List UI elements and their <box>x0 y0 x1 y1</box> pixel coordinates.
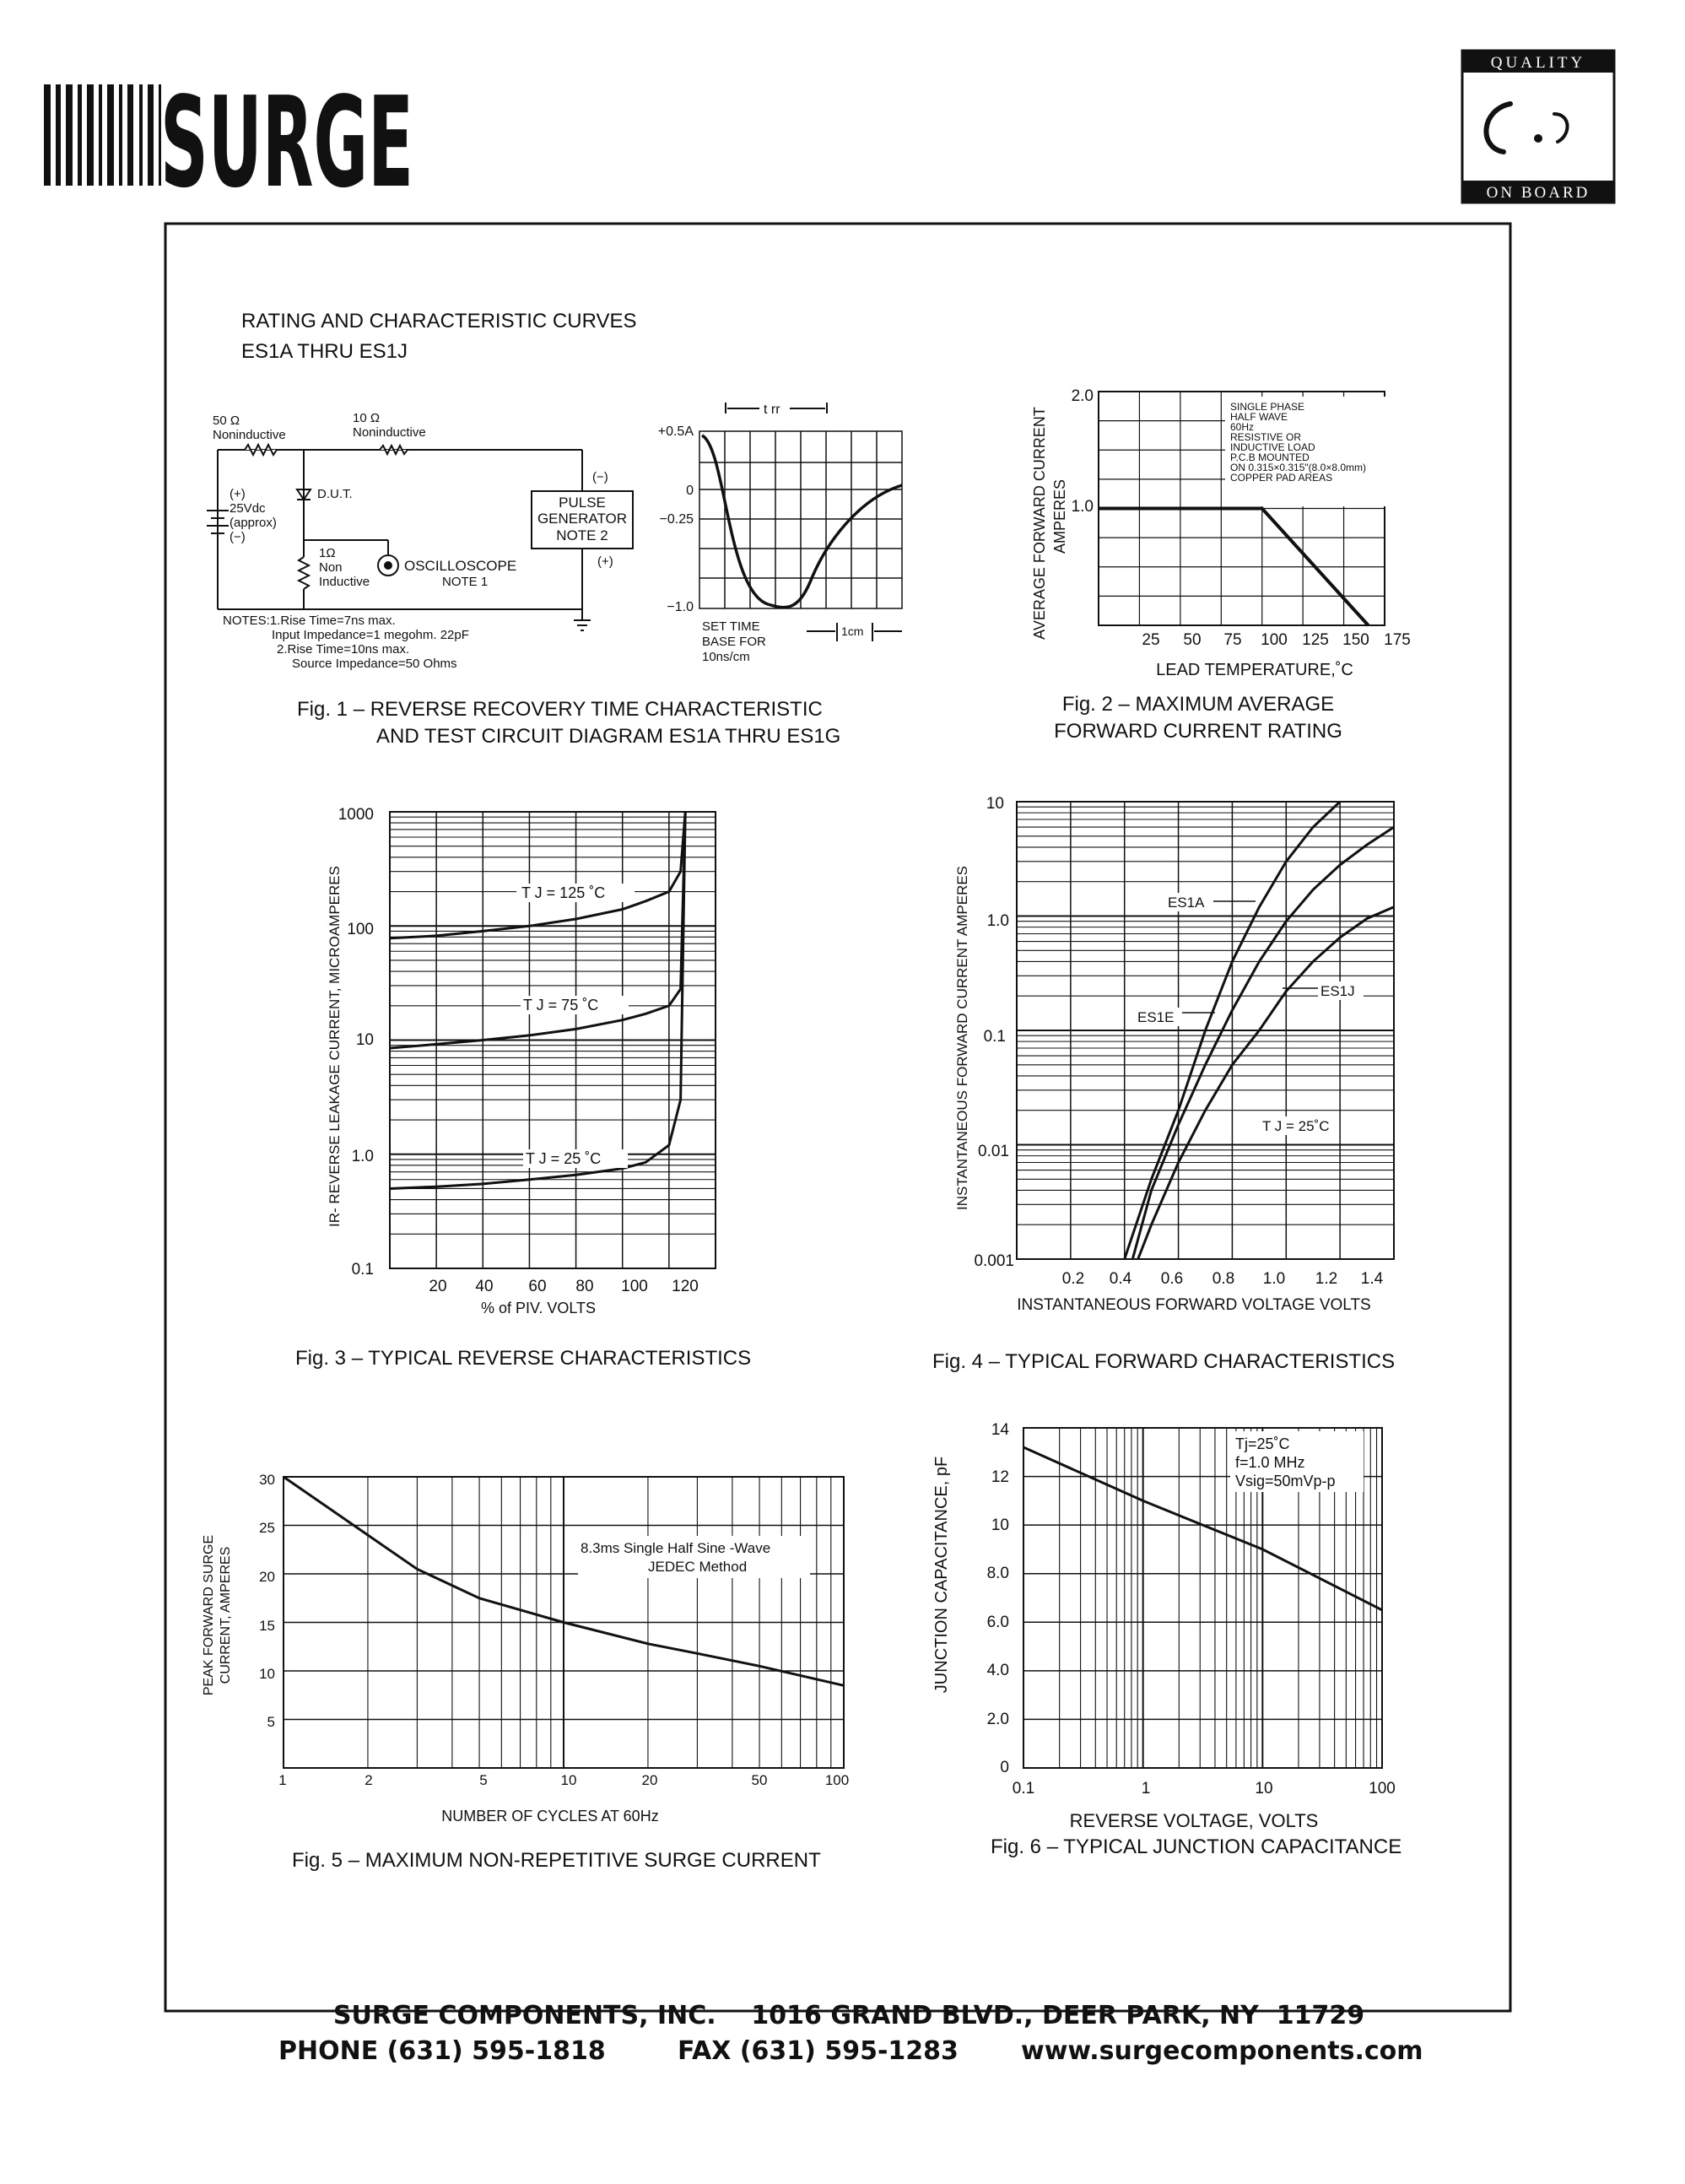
fig3-series-0 <box>390 812 685 938</box>
fig4-ytick: 0.01 <box>978 1143 1009 1160</box>
fig3-ytick: 100 <box>347 921 374 938</box>
fig1-caption-1: Fig. 1 – REVERSE RECOVERY TIME CHARACTERISTIC <box>297 698 823 721</box>
fig5-chart <box>202 1472 849 1825</box>
fig6-xlabel: REVERSE VOLTAGE, VOLTS <box>1069 1810 1319 1831</box>
fig2-note: ON 0.315×0.315"(8.0×8.0mm) <box>1230 462 1367 473</box>
logo-text: SURGE <box>160 70 414 215</box>
wave-tick-3: −0.25 <box>659 512 694 527</box>
fig6-note: f=1.0 MHz <box>1235 1454 1305 1471</box>
fig5-caption: Fig. 5 – MAXIMUM NON-REPETITIVE SURGE CURRENT <box>292 1849 821 1872</box>
fig3-ytick: 0.1 <box>351 1261 374 1279</box>
fig5-ytick: 20 <box>259 1569 275 1585</box>
scope-label: OSCILLOSCOPE <box>404 558 517 574</box>
fig4-ytick: 0.1 <box>983 1028 1006 1046</box>
fig3-ylabel: IR- REVERSE LEAKAGE CURRENT, MICROAMPERES <box>327 866 343 1227</box>
fig6-xtick: 100 <box>1369 1780 1396 1797</box>
fig4-xlabel: INSTANTANEOUS FORWARD VOLTAGE VOLTS <box>1017 1296 1371 1314</box>
fig4-xtick: 0.6 <box>1160 1270 1184 1288</box>
r3-note1: Non <box>319 560 343 575</box>
fig5-ylabel-1: PEAK FORWARD SURGE <box>202 1534 216 1696</box>
fig6-ytick: 6.0 <box>986 1614 1009 1631</box>
source-plus: (+) <box>230 487 246 501</box>
fig2-ytick: 1.0 <box>1071 498 1094 516</box>
fig4-series-label: ES1J <box>1320 983 1355 999</box>
fig3-chart <box>327 806 716 1316</box>
fig3-ytick: 1.0 <box>351 1148 374 1165</box>
fig5-ytick: 15 <box>259 1618 275 1634</box>
fig3-xtick: 20 <box>429 1278 447 1295</box>
fig6-note: Vsig=50mVp-p <box>1235 1473 1336 1489</box>
fig5-xtick: 100 <box>824 1772 850 1788</box>
fig4-xtick: 1.2 <box>1315 1270 1338 1288</box>
source-approx: (approx) <box>230 516 277 530</box>
fig2-xtick: 50 <box>1183 631 1202 649</box>
r1-note: Noninductive <box>213 428 286 442</box>
surge-logo <box>44 70 413 215</box>
r3-note2: Inductive <box>319 575 370 589</box>
set-time-2: BASE FOR <box>702 635 766 649</box>
footer-website[interactable]: www.surgecomponents.com <box>1021 2036 1423 2066</box>
r3-value: 1Ω <box>319 546 336 560</box>
r2-note: Noninductive <box>353 425 426 440</box>
set-time-3: 10ns/cm <box>702 650 750 664</box>
fig3-caption: Fig. 3 – TYPICAL REVERSE CHARACTERISTICS <box>295 1347 752 1370</box>
fig4-ylabel: INSTANTANEOUS FORWARD CURRENT AMPERES <box>954 865 970 1211</box>
fig6-chart <box>932 1421 1396 1831</box>
fig4-caption: Fig. 4 – TYPICAL FORWARD CHARACTERISTICS <box>932 1350 1396 1373</box>
fig3-series-label: T J = 75 ˚C <box>523 997 599 1014</box>
fig4-series-label: ES1E <box>1137 1009 1175 1025</box>
fig6-ylabel: JUNCTION CAPACITANCE, pF <box>932 1456 951 1694</box>
fig4-xtick: 0.2 <box>1061 1270 1085 1288</box>
fig2-ylabel-2: AMPERES <box>1051 478 1068 554</box>
fig4-xtick: 1.4 <box>1360 1270 1384 1288</box>
fig6-xtick: 0.1 <box>1012 1780 1035 1797</box>
fig4-series-2 <box>1138 907 1394 1259</box>
fig1-caption-2: AND TEST CIRCUIT DIAGRAM ES1A THRU ES1G <box>376 725 841 748</box>
fig3-ytick: 10 <box>355 1031 374 1049</box>
fig6-xtick: 1 <box>1141 1780 1151 1797</box>
fig5-ylabel-2: CURRENT, AMPERES <box>219 1546 233 1684</box>
badge-bottom: ON BOARD <box>1486 184 1590 202</box>
fig5-note-2: JEDEC Method <box>648 1559 748 1575</box>
fig2-note: RESISTIVE OR <box>1230 431 1302 443</box>
dut-label: D.U.T. <box>317 487 353 501</box>
scope-note: NOTE 1 <box>442 575 489 589</box>
fig6-ytick: 8.0 <box>986 1565 1009 1582</box>
fig4-xtick: 1.0 <box>1262 1270 1286 1288</box>
fig3-xlabel: % of PIV. VOLTS <box>480 1300 597 1316</box>
page-subtitle: ES1A THRU ES1J <box>241 340 408 363</box>
footer-fax: FAX (631) 595-1283 <box>678 2036 959 2066</box>
fig6-xtick: 10 <box>1255 1780 1273 1797</box>
fig1-waveform <box>658 403 902 664</box>
fig6-ytick: 14 <box>991 1421 1009 1439</box>
fig5-ytick: 30 <box>259 1472 275 1488</box>
trr-label: t rr <box>764 403 780 417</box>
source-minus: (−) <box>230 530 246 544</box>
pulse-line3: NOTE 2 <box>556 527 608 543</box>
fig2-note: COPPER PAD AREAS <box>1230 472 1333 484</box>
fig2-xlabel: LEAD TEMPERATURE,˚C <box>1156 661 1353 679</box>
fig6-ytick: 12 <box>991 1468 1009 1486</box>
fig5-xtick: 50 <box>751 1772 768 1788</box>
fig6-ytick: 10 <box>991 1516 1009 1534</box>
fig5-xlabel: NUMBER OF CYCLES AT 60Hz <box>441 1808 659 1825</box>
fig2-xtick: 100 <box>1261 631 1288 649</box>
badge-top: QUALITY <box>1490 54 1586 72</box>
fig5-xtick: 2 <box>365 1772 373 1788</box>
fig3-xtick: 120 <box>672 1278 699 1295</box>
fig3-xtick: 40 <box>475 1278 494 1295</box>
fig5-xtick: 20 <box>641 1772 658 1788</box>
fig2-xtick: 25 <box>1142 631 1160 649</box>
fig2-caption-2: FORWARD CURRENT RATING <box>1054 720 1342 743</box>
quality-badge <box>1462 51 1614 203</box>
fig3-xtick: 80 <box>575 1278 594 1295</box>
fig5-note-1: 8.3ms Single Half Sine -Wave <box>581 1540 771 1556</box>
fig6-note: Tj=25˚C <box>1235 1435 1290 1452</box>
fig2-xtick: 175 <box>1384 631 1411 649</box>
pg-plus: (+) <box>597 554 613 569</box>
fig3-series-label: T J = 125 ˚C <box>521 884 606 901</box>
one-cm: 1cm <box>841 624 864 638</box>
fig4-ytick: 1.0 <box>986 912 1009 930</box>
fig6-ytick: 4.0 <box>986 1662 1009 1679</box>
fig3-series-label: T J = 25 ˚C <box>526 1150 602 1167</box>
note-3: 2.Rise Time=10ns max. <box>277 642 410 657</box>
fig2-note: SINGLE PHASE <box>1230 401 1305 413</box>
footer-phone: PHONE (631) 595-1818 <box>278 2036 606 2066</box>
fig2-xtick: 75 <box>1223 631 1242 649</box>
fig5-xtick: 10 <box>560 1772 577 1788</box>
r2-value: 10 Ω <box>353 411 381 425</box>
fig3-xtick: 60 <box>528 1278 547 1295</box>
fig6-ytick: 0 <box>1000 1759 1009 1776</box>
fig2-xtick: 125 <box>1302 631 1329 649</box>
fig2-note: P.C.B MOUNTED <box>1230 451 1310 463</box>
fig2-note: INDUCTIVE LOAD <box>1230 441 1315 453</box>
pulse-line2: GENERATOR <box>537 511 628 527</box>
fig5-ytick: 25 <box>259 1520 275 1536</box>
recovery-waveform <box>702 435 902 608</box>
fig4-series-label: T J = 25˚C <box>1262 1118 1330 1134</box>
wave-tick-2: 0 <box>686 484 694 498</box>
note-4: Source Impedance=50 Ohms <box>292 657 457 671</box>
fig6-ytick: 2.0 <box>986 1711 1009 1728</box>
fig3-xtick: 100 <box>621 1278 648 1295</box>
fig2-ytick: 2.0 <box>1071 387 1094 405</box>
r1-value: 50 Ω <box>213 414 240 428</box>
fig4-xtick: 0.4 <box>1109 1270 1132 1288</box>
fig5-xtick: 5 <box>479 1772 488 1788</box>
fig4-xtick: 0.8 <box>1212 1270 1235 1288</box>
fig3-ytick: 1000 <box>338 806 374 824</box>
fig4-ytick: 0.001 <box>974 1252 1014 1270</box>
fig5-xtick: 1 <box>278 1772 287 1788</box>
wave-tick-4: −1.0 <box>667 600 694 614</box>
fig5-ytick: 5 <box>267 1714 275 1730</box>
fig4-ytick: 10 <box>986 795 1004 813</box>
fig5-ytick: 10 <box>259 1666 275 1682</box>
note-1: NOTES:1.Rise Time=7ns max. <box>223 614 396 628</box>
fig4-series-label: ES1A <box>1168 895 1205 911</box>
fig6-caption: Fig. 6 – TYPICAL JUNCTION CAPACITANCE <box>991 1835 1402 1858</box>
fig2-note: HALF WAVE <box>1230 411 1288 423</box>
fig4-series-1 <box>1132 827 1394 1259</box>
footer-address: SURGE COMPONENTS, INC. 1016 GRAND BLVD., DEER PARK, NY 11729 <box>332 2001 1365 2030</box>
wave-tick-1: +0.5A <box>657 424 694 439</box>
page-title: RATING AND CHARACTERISTIC CURVES <box>241 310 637 332</box>
note-2: Input Impedance=1 megohm. 22pF <box>272 628 469 642</box>
fig2-caption-1: Fig. 2 – MAXIMUM AVERAGE <box>1061 693 1335 716</box>
fig4-chart <box>954 795 1394 1314</box>
fig2-xtick: 150 <box>1342 631 1369 649</box>
fig2-ylabel-1: AVERAGE FORWARD CURRENT <box>1031 407 1048 640</box>
source-voltage: 25Vdc <box>230 501 266 516</box>
set-time-1: SET TIME <box>702 619 760 634</box>
fig2-chart <box>1031 387 1411 679</box>
pulse-line1: PULSE <box>559 495 606 511</box>
fig2-note: 60Hz <box>1230 421 1255 433</box>
pg-minus: (−) <box>592 470 608 484</box>
